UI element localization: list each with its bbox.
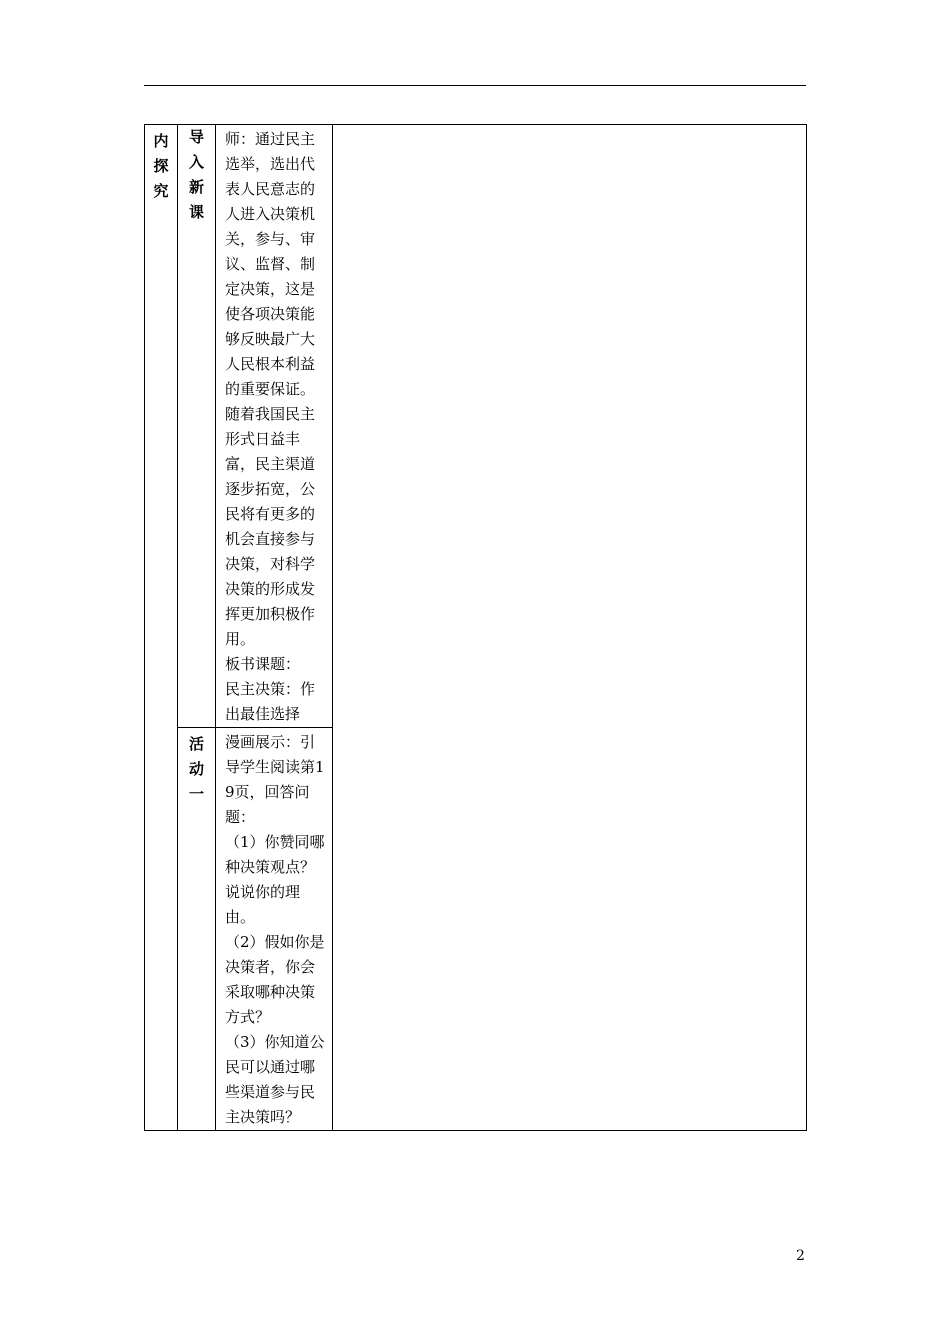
row-label-import: 导入新课 xyxy=(189,128,205,221)
paragraph: 师：通过民主选举，选出代表人民意志的人进入决策机关，参与、审议、监督、制定决策，这是使各项决策能够反映最广大人民根本利益的重要保证。随着我国民主形式日益丰富，民主渠道逐步拓宽，公民将有更多的机会直接参与决策，对科学决策的形成发挥更加积极作用。 xyxy=(225,130,316,648)
section-label: 内探究 xyxy=(153,132,169,200)
paragraph: 板书课题： xyxy=(225,655,301,673)
table-row xyxy=(145,125,807,728)
content-cell xyxy=(216,125,333,728)
section-label-cell xyxy=(145,125,178,1131)
paragraph: （3）你知道公民可以通过哪些渠道参与民主决策吗？ xyxy=(225,1033,325,1126)
page-number: 2 xyxy=(796,1248,805,1264)
empty-notes-cell xyxy=(333,125,807,1131)
paragraph: （2）假如你是决策者，你会采取哪种决策方式？ xyxy=(225,933,325,1026)
paragraph: （1）你赞同哪种决策观点？说说你的理由。 xyxy=(225,833,325,926)
header-rule xyxy=(144,85,806,86)
paragraph: 民主决策：作出最佳选择 xyxy=(225,680,316,723)
content-cell xyxy=(216,728,333,1131)
lesson-plan-table xyxy=(144,124,807,1131)
row-label-activity-one: 活动一 xyxy=(189,735,205,803)
row-label-cell xyxy=(178,728,216,1131)
paragraph: 漫画展示：引导学生阅读第19页，回答问题： xyxy=(225,733,325,826)
row-label-cell xyxy=(178,125,216,728)
